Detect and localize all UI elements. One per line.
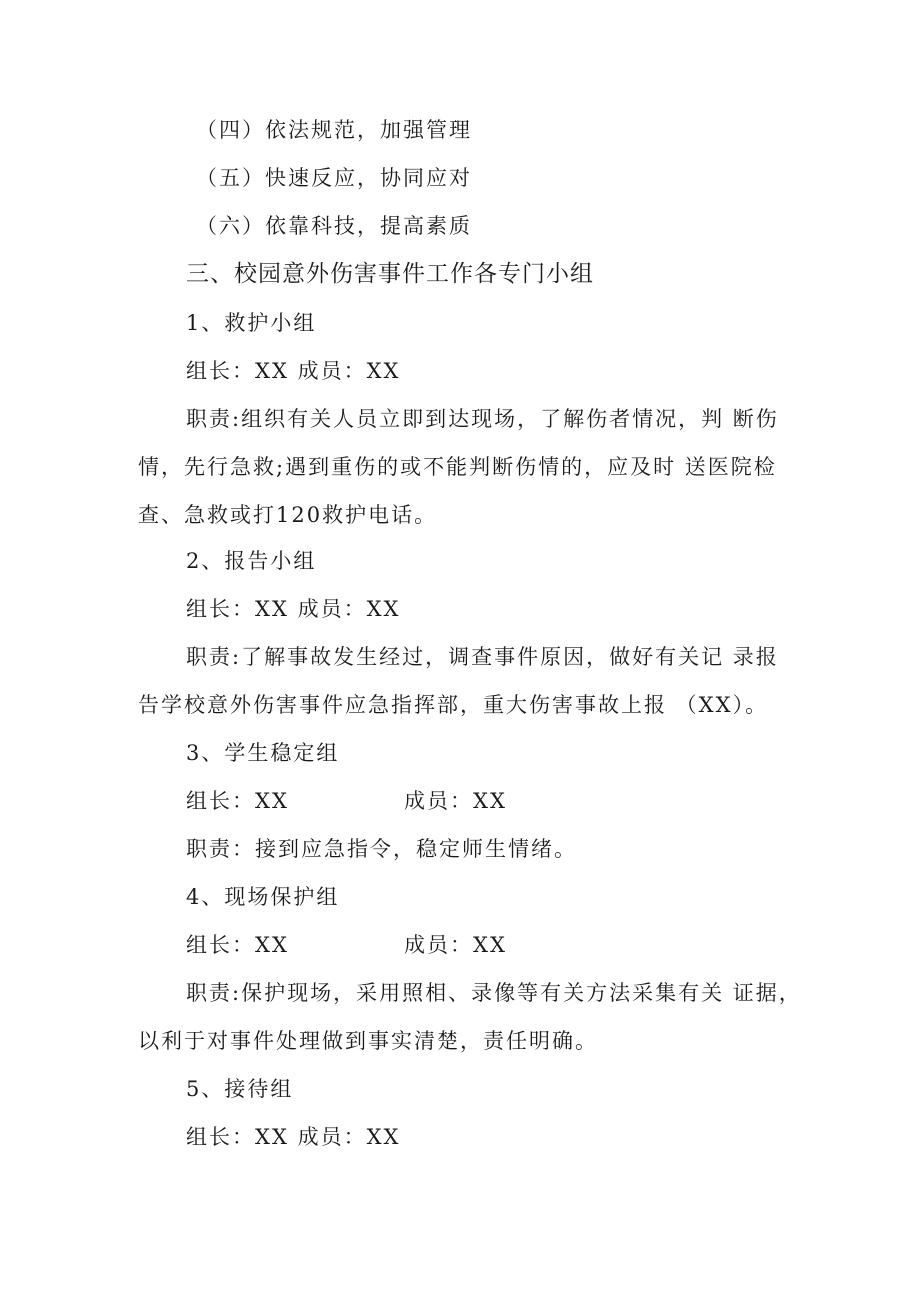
group-member: 成员：XX <box>404 789 507 813</box>
principle-item: （六）依靠科技，提高素质 <box>196 214 472 238</box>
group-members: 组长：XX 成员：XX <box>186 1125 401 1149</box>
group-duty-line: 情，先行急救;遇到重伤的或不能判断伤情的，应及时 送医院检 <box>138 455 777 479</box>
group-leader: 组长：XX <box>186 789 289 813</box>
group-leader: 组长：XX <box>186 933 289 957</box>
group-duty-line: 告学校意外伤害事件应急指挥部，重大伤害事故上报 （XX）。 <box>138 693 769 717</box>
group-title: 4、现场保护组 <box>186 885 340 909</box>
group-duty-line: 职责:了解事故发生经过，调查事件原因，做好有关记 录报 <box>186 645 779 669</box>
group-duty-line: 职责:组织有关人员立即到达现场，了解伤者情况，判 断伤 <box>186 407 779 431</box>
principle-item: （五）快速反应，协同应对 <box>196 166 472 190</box>
group-member: 成员：XX <box>404 933 507 957</box>
group-members: 组长：XX 成员：XX <box>186 597 401 621</box>
group-duty-line: 职责：接到应急指令，稳定师生情绪。 <box>186 837 577 861</box>
group-title: 5、接待组 <box>186 1077 294 1101</box>
group-duty-line: 职责:保护现场，采用照相、录像等有关方法采集有关 证据， <box>186 981 802 1005</box>
section-heading: 三、校园意外伤害事件工作各专门小组 <box>186 261 594 287</box>
group-title: 3、学生稳定组 <box>186 741 340 765</box>
group-duty-line: 以利于对事件处理做到事实清楚，责任明确。 <box>138 1029 598 1053</box>
principle-item: （四）依法规范，加强管理 <box>196 118 472 142</box>
group-duty-line: 查、急救或打120救护电话。 <box>138 503 438 527</box>
group-title: 1、救护小组 <box>186 311 317 335</box>
group-title: 2、报告小组 <box>186 549 317 573</box>
group-members: 组长：XX 成员：XX <box>186 359 401 383</box>
